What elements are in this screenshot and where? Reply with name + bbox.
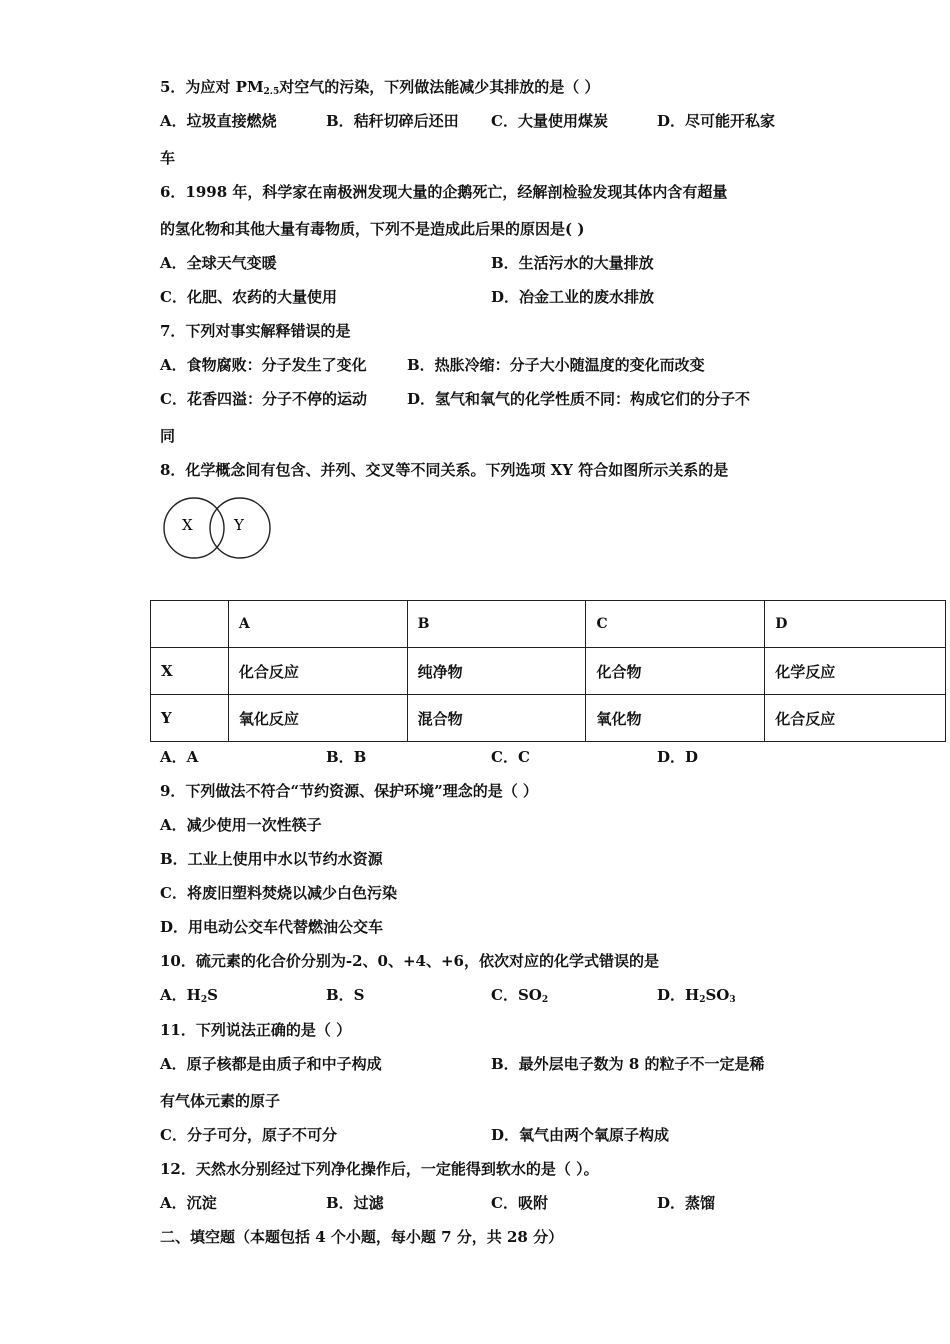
table-header-cell: D [765, 601, 946, 648]
table-header-row [151, 601, 946, 648]
q10-option-a: A．$H_2S$ [160, 986, 218, 1005]
q6-stem-line2: 的氢化物和其他大量有毒物质，下列不是造成此后果的原因是( ) [160, 220, 585, 238]
q5-option-b: B．秸秆切碎后还田 [326, 112, 459, 130]
q12-option-c: C．吸附 [491, 1194, 548, 1212]
q9-option-d: D．用电动公交车代替燃油公交车 [160, 918, 384, 936]
table-cell: 化合反应 [765, 695, 946, 742]
table-row [151, 648, 946, 695]
q12-option-b: B．过滤 [326, 1194, 384, 1212]
q8-option-d: D．D [657, 748, 699, 766]
q5-option-a: A．垃圾直接燃烧 [160, 112, 277, 130]
q7-stem: 7．下列对事实解释错误的是 [160, 322, 351, 340]
q8-option-b: B．B [326, 748, 367, 766]
q6-option-a: A．全球天气变暖 [160, 254, 277, 272]
table-cell: 化合物 [586, 648, 765, 695]
venn-circle-x [164, 498, 224, 558]
table-cell: 混合物 [407, 695, 586, 742]
table-header-cell: C [586, 601, 765, 648]
q7-option-c: C．花香四溢：分子不停的运动 [160, 390, 367, 408]
q11-stem: 11．下列说法正确的是（ ） [160, 1021, 352, 1039]
table-header-cell [151, 601, 229, 648]
venn-label-x: X [182, 516, 193, 534]
section-heading: 二、填空题（本题包括 4 个小题，每小题 7 分，共 28 分） [160, 1228, 564, 1246]
q5-stem: 5．为应对 $PM_{2.5}$对空气的污染，下列做法能减少其排放的是（ ） [160, 78, 600, 97]
q12-option-d: D．蒸馏 [657, 1194, 716, 1212]
q10-stem: 10．硫元素的化合价分别为-2、0、+4、+6，依次对应的化学式错误的是 [160, 952, 659, 970]
q6-option-c: C．化肥、农药的大量使用 [160, 288, 337, 306]
q6-option-d: D．冶金工业的废水排放 [491, 288, 655, 306]
q9-option-c: C．将废旧塑料焚烧以减少白色污染 [160, 884, 397, 902]
q6-option-b: B．生活污水的大量排放 [491, 254, 654, 272]
q8-stem: 8．化学概念间有包含、并列、交叉等不同关系。下列选项 XY 符合如图所示关系的是 [160, 461, 729, 479]
q9-option-a: A．减少使用一次性筷子 [160, 816, 322, 834]
q11-option-a: A．原子核都是由质子和中子构成 [160, 1055, 382, 1073]
table-row [151, 695, 946, 742]
table-cell: 化合反应 [228, 648, 407, 695]
q6-stem-line1: 6．1998 年，科学家在南极洲发现大量的企鹅死亡，经解剖检验发现其体内含有超量 [160, 183, 728, 201]
table-header-cell: B [407, 601, 586, 648]
table-cell: 纯净物 [407, 648, 586, 695]
venn-diagram [160, 492, 276, 564]
q8-option-c: C．C [491, 748, 530, 766]
q10-option-d: D．$H_2SO_3$ [657, 986, 736, 1005]
q11-option-b-continued: 有气体元素的原子 [160, 1092, 281, 1110]
table-cell: Y [151, 695, 229, 742]
q12-option-a: A．沉淀 [160, 1194, 217, 1212]
q5-option-c: C．大量使用煤炭 [491, 112, 608, 130]
q8-table [150, 600, 946, 742]
venn-label-y: Y [234, 516, 244, 534]
q8-option-a: A．A [160, 748, 199, 766]
table-header-cell: A [228, 601, 407, 648]
q10-option-b: B．S [326, 986, 365, 1004]
q7-option-d: D．氢气和氧气的化学性质不同：构成它们的分子不 [407, 390, 751, 408]
q12-stem: 12．天然水分别经过下列净化操作后，一定能得到软水的是（ ）。 [160, 1160, 599, 1178]
q11-option-d: D．氧气由两个氧原子构成 [491, 1126, 670, 1144]
q5-option-d-continued: 车 [160, 149, 176, 167]
q10-option-c: C．$SO_2$ [491, 986, 549, 1005]
q7-option-b: B．热胀冷缩：分子大小随温度的变化而改变 [407, 356, 705, 374]
table-cell: 氧化物 [586, 695, 765, 742]
q7-option-d-continued: 同 [160, 427, 176, 445]
q7-option-a: A．食物腐败：分子发生了变化 [160, 356, 367, 374]
table-cell: 氧化反应 [228, 695, 407, 742]
q9-stem: 9．下列做法不符合“节约资源、保护环境”理念的是（ ） [160, 782, 538, 800]
table-cell: X [151, 648, 229, 695]
q11-option-b: B．最外层电子数为 8 的粒子不一定是稀 [491, 1055, 765, 1073]
q11-option-c: C．分子可分，原子不可分 [160, 1126, 337, 1144]
table-cell: 化学反应 [765, 648, 946, 695]
q5-option-d: D．尽可能开私家 [657, 112, 776, 130]
q9-option-b: B．工业上使用中水以节约水资源 [160, 850, 383, 868]
